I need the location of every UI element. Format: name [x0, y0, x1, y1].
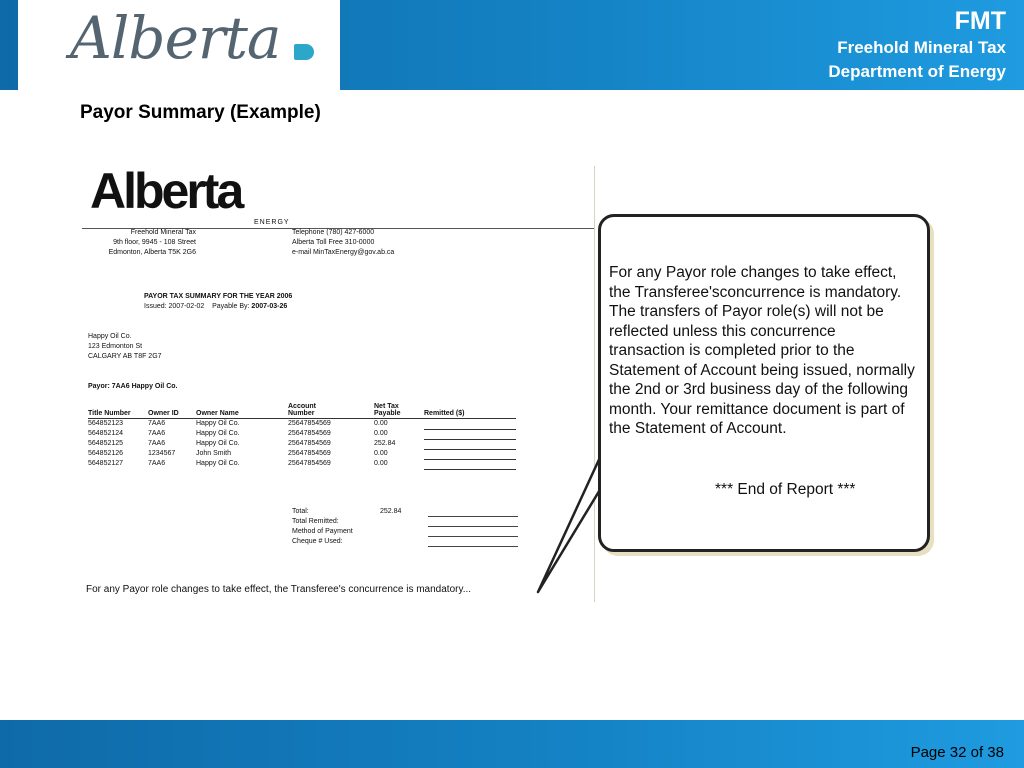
column-header-net-tax-line: Net Tax [374, 403, 399, 410]
cell-owner-name: Happy Oil Co. [196, 460, 240, 467]
table-row [88, 439, 516, 449]
method-of-payment-label: Method of Payment [292, 528, 353, 535]
recipient-line: CALGARY AB T8F 2G7 [88, 353, 162, 360]
cell-net-tax: 0.00 [374, 430, 388, 437]
header-line-1: Freehold Mineral Tax [837, 38, 1006, 57]
total-label: Total: [292, 508, 309, 515]
column-header-owner-name: Owner Name [196, 403, 288, 419]
cell-title: 564852127 [88, 460, 124, 467]
header-acronym: FMT [954, 7, 1006, 35]
total-remitted-line [428, 516, 518, 517]
cell-account: 25647854569 [288, 450, 331, 457]
document-footer-note: For any Payor role changes to take effect, the Transferee's concurrence is mandatory... [86, 584, 472, 595]
payable-label: Payable By: [212, 303, 250, 310]
cell-net-tax: 0.00 [374, 460, 388, 467]
summary-dates [144, 302, 287, 312]
cell-net-tax: 0.00 [374, 450, 388, 457]
total-value: 252.84 [380, 508, 402, 515]
callout-box [598, 214, 930, 552]
table-row [88, 419, 516, 430]
cell-title: 564852125 [88, 440, 124, 447]
cell-owner-name: Happy Oil Co. [196, 420, 240, 427]
header-banner [0, 0, 1024, 90]
cell-owner-id: 1234567 [148, 450, 176, 457]
cell-net-tax: 0.00 [374, 420, 388, 427]
table-row [88, 449, 516, 459]
cell-account: 25647854569 [288, 460, 331, 467]
cell-account: 25647854569 [288, 440, 331, 447]
cell-remitted-blank [424, 419, 516, 430]
cell-owner-name: Happy Oil Co. [196, 430, 240, 437]
cell-owner-id: 7AA6 [148, 440, 166, 447]
cell-owner-id: 7AA6 [148, 460, 166, 467]
cheque-used-label: Cheque # Used: [292, 538, 343, 545]
sender-line: Freehold Mineral Tax [130, 229, 196, 236]
payable-date: 2007-03-26 [251, 303, 288, 310]
cell-net-tax: 252.84 [374, 440, 396, 447]
header-line-2: Department of Energy [828, 62, 1006, 81]
summary-title: PAYOR TAX SUMMARY FOR THE YEAR 2006 [144, 293, 293, 300]
alberta-logo [18, 0, 340, 90]
column-header-remitted: Remitted ($) [424, 403, 516, 419]
cell-owner-id: 7AA6 [148, 420, 166, 427]
contact-info [292, 228, 394, 258]
issued-date: Issued: 2007-02-02 [144, 303, 205, 310]
footer-banner [0, 720, 1024, 768]
alberta-logo-mark-icon [294, 44, 314, 60]
callout-end-of-report: *** End of Report *** [715, 481, 856, 498]
totals-labels [292, 507, 353, 547]
cell-owner-id: 7AA6 [148, 430, 166, 437]
cell-remitted-blank [424, 439, 516, 449]
extra-line [428, 546, 518, 547]
contact-line: e-mail MinTaxEnergy@gov.ab.ca [292, 249, 395, 256]
cell-account: 25647854569 [288, 430, 331, 437]
cell-title: 564852123 [88, 420, 124, 427]
contact-line: Alberta Toll Free 310-0000 [292, 239, 375, 246]
column-header-owner-id: Owner ID [148, 403, 196, 419]
column-header-net-tax-line: Payable [374, 410, 401, 417]
payor-line: Payor: 7AA6 Happy Oil Co. [88, 383, 178, 390]
table-row [88, 459, 516, 469]
document-logo: Alberta [90, 163, 242, 219]
header-titles [828, 6, 1006, 84]
page-title: Payor Summary (Example) [80, 102, 321, 123]
column-header-account-line: Number [288, 410, 315, 417]
cell-account: 25647854569 [288, 420, 331, 427]
sender-line: Edmonton, Alberta T5K 2G6 [108, 249, 196, 256]
column-header-net-tax [374, 403, 424, 419]
cell-owner-name: Happy Oil Co. [196, 440, 240, 447]
column-header-account-line: Account [288, 403, 316, 410]
table-row [88, 429, 516, 439]
table-header-row [88, 403, 516, 419]
page-number: Page 32 of 38 [910, 744, 1004, 761]
recipient-line: Happy Oil Co. [88, 333, 132, 340]
cell-remitted-blank [424, 459, 516, 469]
contact-line: Telephone (780) 427-6000 [292, 229, 375, 236]
sender-address [90, 228, 196, 258]
payor-summary-document [82, 163, 595, 602]
cell-title: 564852126 [88, 450, 124, 457]
callout-text: For any Payor role changes to take effect, the Transferee'sconcurrence is mandatory. The transfers of Payor role(s) will not be reflected unless this concurrence transaction is completed prior to the Statement of Account being issued, normally the 2nd or 3rd business day of the following month. Your remittance document is part of the Statement of Account. [609, 264, 915, 437]
recipient-line: 123 Edmonton St [88, 343, 143, 350]
sender-line: 9th floor, 9945 - 108 Street [113, 239, 196, 246]
column-header-account [288, 403, 374, 419]
total-remitted-label: Total Remitted: [292, 518, 339, 525]
cell-remitted-blank [424, 429, 516, 439]
cell-remitted-blank [424, 449, 516, 459]
method-of-payment-line [428, 526, 518, 527]
recipient-address [88, 332, 162, 362]
cell-title: 564852124 [88, 430, 124, 437]
payor-table [88, 403, 516, 470]
cheque-used-line [428, 536, 518, 537]
cell-owner-name: John Smith [196, 450, 232, 457]
column-header-title: Title Number [88, 403, 148, 419]
document-energy-label: ENERGY [254, 219, 290, 226]
alberta-logo-text: Alberta [70, 4, 281, 72]
